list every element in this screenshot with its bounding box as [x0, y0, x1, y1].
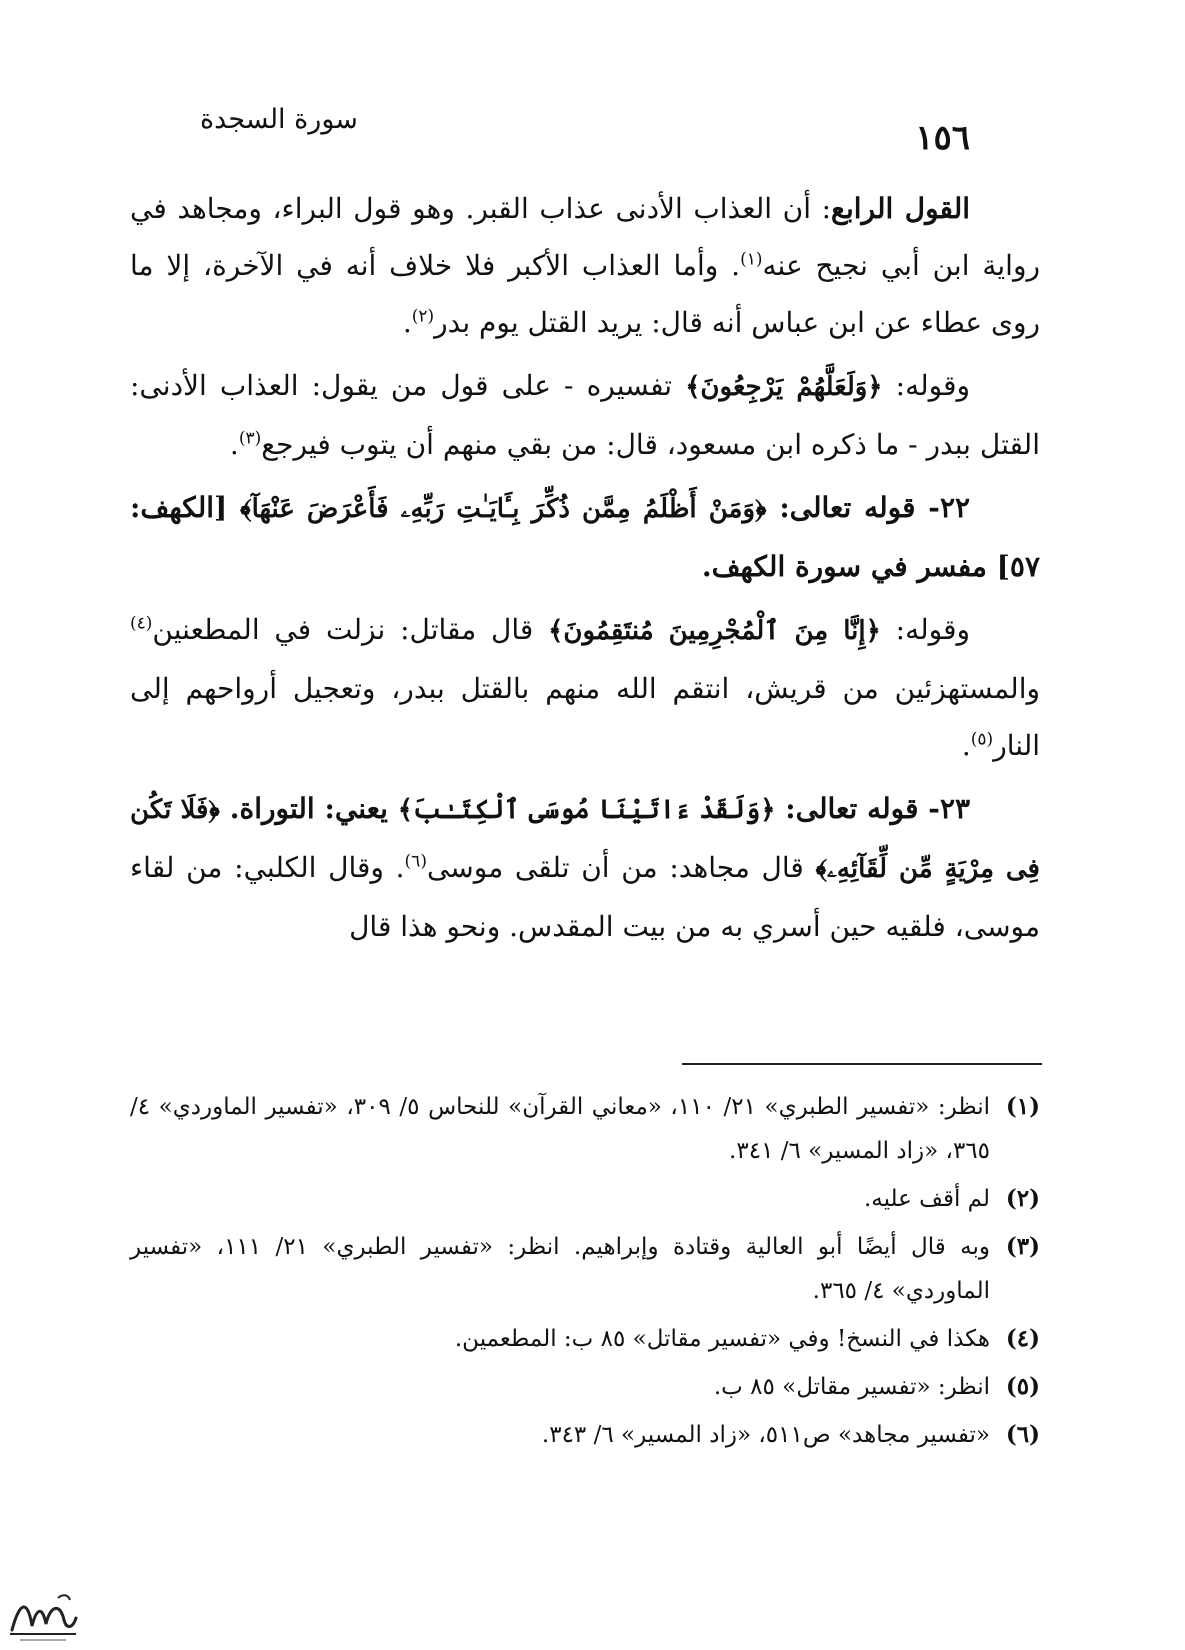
footnote-text: «تفسير مجاهد» ص٥١١، «زاد المسير» ٦/ ٣٤٣.	[541, 1422, 990, 1448]
paragraph-lead: القول الرابع	[831, 192, 971, 225]
footnote-text: انظر: «تفسير مقاتل» ٨٥ ب.	[713, 1374, 990, 1400]
footnote-number: (٢)	[1005, 1185, 1040, 1212]
footnotes	[130, 1085, 1040, 1461]
footnote-ref: (٦)	[404, 851, 427, 872]
paragraph-text: تفسيره - على قول من يقول: العذاب الأدنى: القتل ببدر - ما ذكره ابن مسعود، قال: من بقي منهم أن يتوب فيرجع	[130, 369, 1040, 461]
footnote-item	[130, 1317, 1040, 1361]
footnote-text: لم أقف عليه.	[863, 1186, 990, 1212]
verse-heading: ٢٢- قوله تعالى:	[766, 491, 971, 524]
footnote-number: (٦)	[1005, 1421, 1040, 1448]
footnote-item	[130, 1413, 1040, 1457]
surah-title: سورة السجدة	[200, 104, 358, 135]
footnote-number: (٤)	[1005, 1325, 1040, 1352]
verse-heading: ٢٣- قوله تعالى:	[775, 792, 971, 825]
paragraph-text: يعني: التوراة.	[219, 792, 398, 825]
paragraph-text: . وأما العذاب الأكبر فلا خلاف أنه في الآخرة، إلا ما روى عطاء عن ابن عباس أنه قال: يريد القتل يوم بدر	[130, 249, 1040, 339]
quran-verse: ﴿وَلَقَدْ ءَاتَيْنَا مُوسَى ٱلْكِتَـٰبَ﴾	[397, 795, 776, 825]
footnote-item	[130, 1225, 1040, 1313]
paragraph-verse-22	[130, 479, 1040, 595]
footnote-item	[130, 1177, 1040, 1221]
paragraph-text: وقوله:	[880, 613, 970, 646]
paragraph-mujrimin	[130, 601, 1040, 774]
footnote-item	[130, 1365, 1040, 1409]
paragraph-verse-23	[130, 780, 1040, 955]
footnote-text: هكذا في النسخ! وفي «تفسير مقاتل» ٨٥ ب: المطعمين.	[454, 1326, 990, 1352]
footnote-text: انظر: «تفسير الطبري» ٢١/ ١١٠، «معاني القرآن» للنحاس ٥/ ٣٠٩، «تفسير الماوردي» ٤/ ٣٦٥، «زاد المسير» ٦/ ٣٤١.	[130, 1094, 991, 1164]
footnote-number: (٣)	[1005, 1233, 1040, 1260]
publisher-logo	[6, 1590, 81, 1645]
footnote-text: وبه قال أيضًا أبو العالية وقتادة وإبراهيم. انظر: «تفسير الطبري» ٢١/ ١١١، «تفسير الماوردي» ٤/ ٣٦٥.	[130, 1234, 990, 1304]
paragraph-text: وقوله:	[882, 369, 970, 402]
paragraph-text: .	[229, 428, 239, 461]
paragraph-text: قال مجاهد: من أن تلقى موسى	[426, 851, 816, 884]
paragraph-text: .	[961, 729, 971, 762]
page-header	[200, 100, 970, 160]
footnote-ref: (٥)	[970, 729, 994, 750]
paragraph-laallahum	[130, 357, 1040, 473]
footnote-ref: (٣)	[238, 428, 262, 449]
footnote-item	[130, 1085, 1040, 1173]
footnote-ref: (٤)	[130, 613, 153, 634]
footnote-ref: (٢)	[411, 306, 435, 327]
footnote-separator	[682, 1063, 1042, 1065]
paragraph-text: . وقال الكلبي: من لقاء موسى، فلقيه حين أسري به من بيت المقدس. ونحو هذا قال	[130, 851, 1040, 943]
paragraph-fourth-opinion	[130, 180, 1040, 351]
footnote-ref: (١)	[740, 249, 763, 270]
quran-verse: ﴿فَلَا تَكُن فِى مِرْيَةٍ مِّن لِّقَآئِهِۦ﴾	[130, 795, 1040, 884]
paragraph-text: : أن العذاب الأدنى عذاب القبر. وهو قول البراء، ومجاهد في رواية ابن أبي نجيح عنه	[130, 192, 1040, 282]
paragraph-text: قال مقاتل: نزلت في المطعنين	[152, 613, 549, 646]
main-text	[130, 180, 1040, 961]
footnote-number: (٥)	[1005, 1373, 1040, 1400]
footnote-number: (١)	[1005, 1093, 1040, 1120]
page-number: ١٥٦	[915, 118, 970, 158]
quran-verse: ﴿وَمَنْ أَظْلَمُ مِمَّن ذُكِّرَ بِـَٔايَـٰتِ رَبِّهِۦ فَأَعْرَضَ عَنْهَآ﴾	[240, 494, 767, 524]
paragraph-text: والمستهزئين من قريش، انتقم الله منهم بالقتل ببدر، وتعجيل أرواحهم إلى النار	[130, 672, 1040, 762]
paragraph-text: [الكهف: ٥٧] مفسر في سورة الكهف.	[130, 491, 1040, 583]
paragraph-text: .	[402, 306, 412, 339]
quran-verse: ﴿إِنَّا مِنَ ٱلْمُجْرِمِينَ مُنتَقِمُونَ﴾	[548, 616, 881, 646]
quran-verse: ﴿وَلَعَلَّهُمْ يَرْجِعُونَ﴾	[685, 372, 883, 402]
